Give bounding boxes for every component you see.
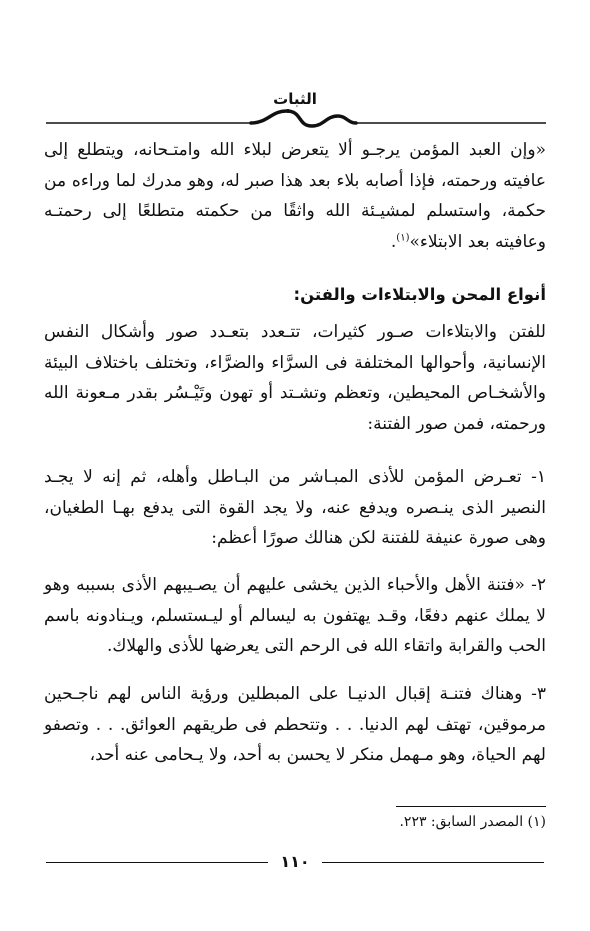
item-1-paragraph: ١- تعـرض المؤمن للأذى المبـاشر من البـاطل وأهله، ثم إنه لا يجـد النصير الذى ينـصره ويدفع عنه، ولا يجد القوة التى يدفع بهـا الطغيان، وهى صورة عنيفة للفتنة لكن هنالك صورًا أعظم: bbox=[44, 467, 546, 548]
page-number: ١١٠ bbox=[280, 852, 310, 871]
running-header-title: الثبات bbox=[273, 90, 317, 108]
section-heading: أنواع المحن والابتلاءات والفتن: bbox=[293, 285, 546, 304]
quote-paragraph bbox=[44, 135, 546, 257]
quote-text: «وإن العبد المؤمن يرجـو ألا يتعرض لبلاء الله وامتـحانه، ويتطلع إلى عافيته ورحمته، فإذا أصابه بلاء بعد هذا صبر له، وهو مدرك لما وراءه من حكمة، واستسلم لمشيـئة الله واثقًا من حكمته متطلعًا إلى رحمتـه وعافيته بعد الابتلاء» bbox=[44, 140, 546, 252]
footnote-divider bbox=[396, 806, 546, 807]
footnote-reference: (١) bbox=[396, 231, 410, 243]
footnote: (١) المصدر السابق: ٢٢٣. bbox=[399, 814, 546, 830]
item-3-paragraph: ٣- وهناك فتنـة إقبال الدنيـا على المبطلين ورؤية الناس لهم ناجـحين مرموقين، تهتف لهم الدنيا. . . وتتحطم فى طريقهم العوائق. . . وتصفو لهم الحياة، وهو مـهمل منكر لا يحسن به أحد، ولا يـحامى عنه أحد، bbox=[44, 684, 546, 765]
header-ornament bbox=[46, 104, 546, 134]
item-2-paragraph: ٢- «فتنة الأهل والأحباء الذين يخشى عليهم أن يصـيبهم الأذى بسببه وهو لا يملك عنهم دفعًا، وقـد يهتفون به ليسالم أو ليـستسلم، ويـنادونه باسم الحب والقرابة واتقاء الله فى الرحم التى يعرضها للأذى والهلاك. bbox=[44, 575, 546, 656]
quote-end: . bbox=[390, 231, 397, 252]
intro-paragraph: للفتن والابتلاءات صـور كثيرات، تتـعدد بتعـدد صور وأشكال النفس الإنسانية، وأحوالها المختلفة فى السرَّاء والضرَّاء، وتختلف باختلاف البيئة والأشخـاص المحيطين، وتعظم وتشـتد أو تهون وتَيْـسُر بقدر مـعونة الله ورحمته، فمن صور الفتنة: bbox=[44, 322, 546, 434]
